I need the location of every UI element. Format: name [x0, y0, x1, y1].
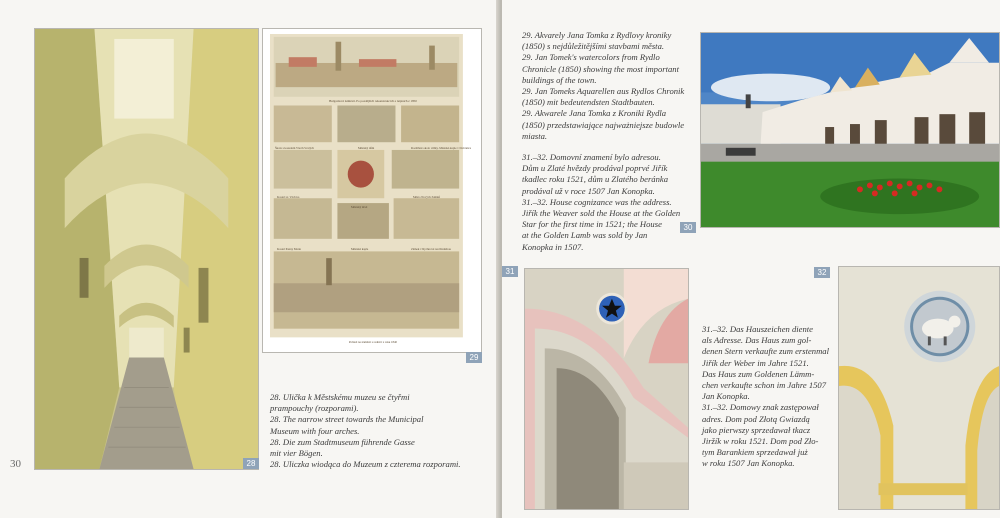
badge-32: 32	[814, 267, 830, 278]
caption-line: 28. The narrow street towards the Municipal	[270, 414, 424, 425]
badge-30: 30	[680, 222, 696, 233]
caption-line: 28. Uliczka wiodąca do Muzeum z czterema rozporami.	[270, 459, 461, 470]
painting-label-2: Městský dům	[358, 146, 375, 150]
watercolor-collage	[270, 34, 476, 348]
caption-line: 29. Akvarely Jana Tomka z Rydlovy kroniky	[522, 30, 672, 40]
painting-label-5: Městský úřad	[351, 205, 368, 209]
caption-line: Star for the first time in 1521; the House	[522, 219, 662, 230]
caption-line: 29. Akwarele Jana Tomka z Kroniki Rydla	[522, 108, 667, 119]
photo-narrow-street	[34, 28, 259, 470]
caption-line: 31.–32. House cognizance was the address.	[522, 196, 672, 207]
caption-line: Museum with four arches.	[270, 425, 360, 436]
caption-28	[270, 392, 492, 470]
caption-31-32-b	[702, 324, 834, 470]
badge-28: 28	[243, 458, 259, 469]
badge-29: 29	[466, 352, 482, 363]
caption-line: mit vier Bögen.	[270, 448, 323, 459]
page-number-left: 30	[10, 458, 21, 470]
caption-line: 31.–32. Domovní znamení bylo adresou.	[522, 152, 661, 162]
painting-frame	[262, 28, 482, 353]
painting-label-7: Kostel Panny Marie	[277, 247, 301, 251]
right-page	[502, 0, 1000, 518]
caption-line: at the Golden Lamb was sold by Jan	[522, 230, 648, 241]
caption-line: chen verkaufte schon im Jahre 1507	[702, 380, 827, 391]
caption-line: 31.–32. Das Hauszeichen diente	[702, 324, 813, 334]
caption-line: tym Barankiem sprzedawał już	[702, 447, 808, 458]
painting-label-3: Rozšíření okolo věžky. Městská kaple v Dobrušce	[411, 146, 472, 150]
caption-line: Jiřík der Weber im Jahre 1521.	[702, 357, 809, 368]
caption-line: w roku 1507 Jan Konopka.	[702, 458, 795, 469]
photo-golden-lamb-house	[838, 266, 1000, 510]
photo-golden-star-house	[524, 268, 689, 510]
caption-line: 29. Jan Tomek's watercolors from Rydlo	[522, 52, 660, 63]
caption-line: Jiržík w roku 1521. Dom pod Zło-	[702, 436, 819, 447]
caption-line: Dům u Zlaté hvězdy prodával poprvé Jiřík	[522, 163, 668, 174]
caption-line: 28. Die zum Stadtmuseum führende Gasse	[270, 436, 415, 447]
caption-line: (1850) s nejdůležitějšími stavbami města.	[522, 41, 665, 52]
caption-line: Chronicle (1850) showing the most important	[522, 63, 679, 74]
caption-line: Konopka in 1507.	[522, 241, 584, 252]
caption-line: adres. Dom pod Złotą Gwiazdą	[702, 413, 810, 424]
caption-line: prodával už v roce 1507 Jan Konopka.	[522, 185, 655, 196]
painting-title: Bulgardové náměstí. Po pozdějších rekonstrukcích a nápisích z 1850	[329, 99, 417, 103]
painting-label-11: Pohled na náměstí s radnicí z roku 1840	[348, 340, 398, 344]
caption-line: Jiřík the Weaver sold the House at the Golden	[522, 208, 681, 219]
painting-label-4: Kostel sv. Václava	[277, 195, 300, 199]
left-page	[0, 0, 498, 518]
caption-line: jako pierwszy sprzedawał tkacz	[702, 424, 811, 435]
painting-label-8: Městská kaple	[351, 247, 369, 251]
caption-line: denen Stern verkaufte zum erstenmal	[702, 346, 829, 357]
caption-line: 29. Jan Tomeks Aquarellen aus Rydlos Chronik	[522, 86, 685, 97]
caption-29	[522, 30, 700, 142]
caption-31-32-a	[522, 152, 702, 253]
caption-line: tkadlec roku 1521, dům u Zlatého beránka	[522, 174, 668, 185]
caption-line: (1850) przedstawiające najważniejsze budowle	[522, 119, 685, 130]
caption-line: prampouchy (rozporami).	[270, 403, 359, 414]
painting-label-1: Škola s kostelem Všech Svatých	[275, 146, 314, 150]
caption-line: 31.–32. Domowy znak zastępował	[702, 402, 819, 413]
badge-31: 31	[502, 266, 518, 277]
caption-line: miasta.	[522, 130, 548, 141]
caption-line: buildings of the town.	[522, 74, 597, 85]
painting-label-6: Město Nových Zámků	[413, 195, 440, 199]
caption-line: (1850) mit bedeutendsten Stadtbauten.	[522, 97, 655, 108]
caption-line: Jan Konopka.	[702, 391, 750, 402]
caption-line: 28. Ulička k Městskému muzeu se čtyřmi	[270, 392, 410, 402]
caption-line: als Adresse. Das Haus zum gol-	[702, 335, 812, 346]
photo-town-square	[700, 32, 1000, 228]
painting-label-9: Zámek v Rychnově nad Kněžnou	[411, 247, 452, 251]
caption-line: Das Haus zum Goldenen Lämm-	[702, 368, 815, 379]
